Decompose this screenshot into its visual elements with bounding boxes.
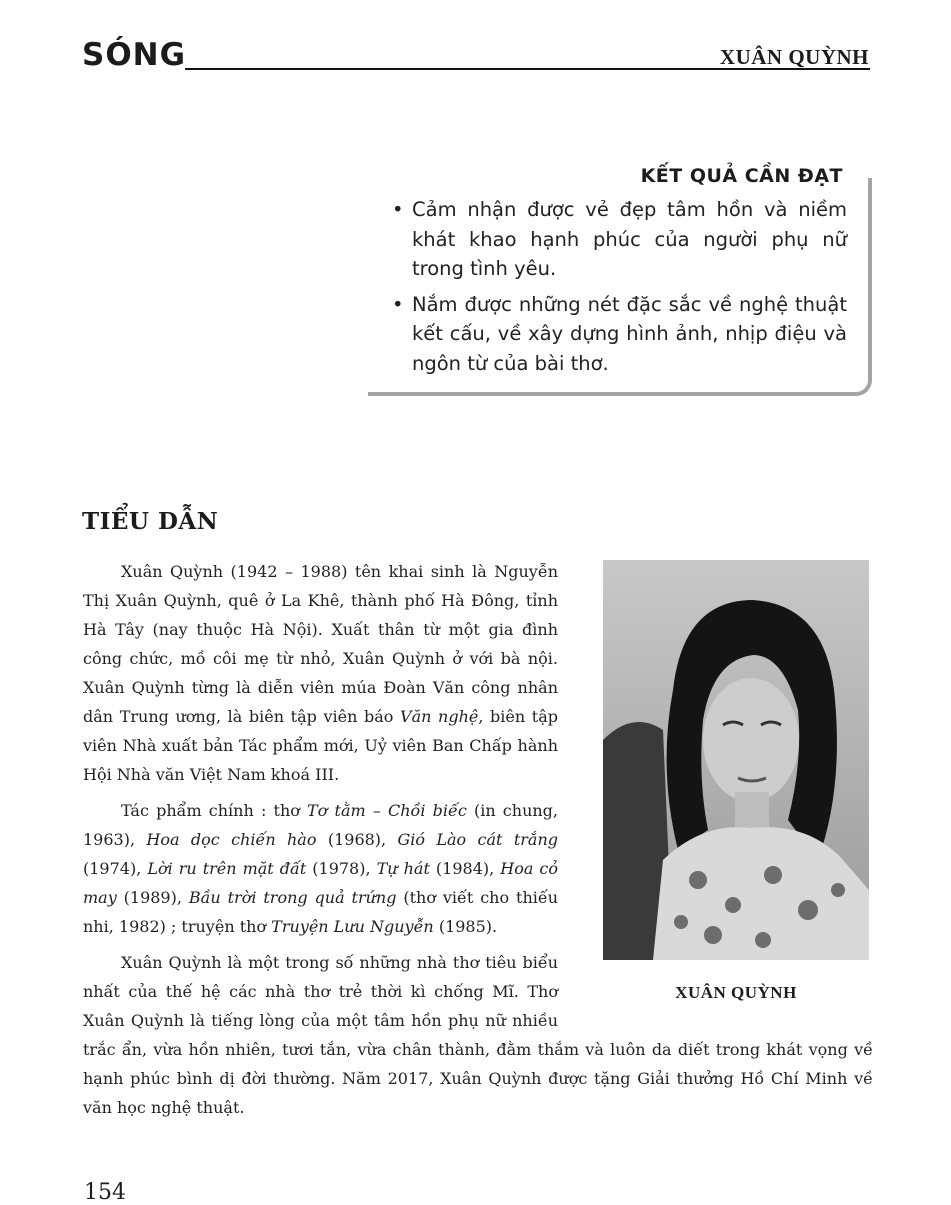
objective-text: Nắm được những nét đặc sắc về nghệ thuật kết cấu, về xây dựng hình ảnh, nhịp điệu và ngôn từ của bài thơ. [412, 292, 847, 375]
bullet-icon: • [392, 198, 404, 221]
p2-work: Hoa cỏ may [83, 859, 558, 907]
objective-text: Cảm nhận được vẻ đẹp tâm hồn và niềm khát khao hạnh phúc của người phụ nữ trong tình yêu. [412, 198, 847, 280]
paragraph-1-end: , biên tập viên Nhà xuất bản Tác phẩm mới, Uỷ viên Ban Chấp hành Hội Nhà văn Việt Nam khoá III. [83, 707, 559, 784]
p2-text: (1978), [306, 859, 377, 878]
p2-work: Tơ tằm – Chồi biếc [307, 801, 467, 820]
p2-text: Tác phẩm chính : thơ [121, 801, 308, 820]
p2-text: (1985). [433, 917, 498, 936]
p2-text: (1984), [429, 859, 501, 878]
p2-text: (1974), [83, 859, 148, 878]
intro-heading: TIỂU DẪN [82, 508, 219, 535]
p2-text: (thơ viết cho thiếu nhi, 1982) ; truyện thơ [83, 888, 559, 936]
bullet-icon: • [392, 292, 404, 316]
objectives-title: KẾT QUẢ CẦN ĐẠT [640, 165, 843, 187]
paragraph-3: Xuân Quỳnh là một trong số những nhà thơ tiêu biểu nhất của thế hệ các nhà thơ trẻ thời kì chống Mĩ. Thơ Xuân Quỳnh là tiếng lòng của một tâm hồn phụ nữ nhiều trắc ẩn, vừa hồn nhiên, tươi tắn, vừa chân thành, đằm thắm và luôn da diết trong khát vọng về hạnh phúc bình dị đời thường. Năm 2017, Xuân Quỳnh được tặng Giải thưởng Hồ Chí Minh về văn học nghệ thuật. [83, 953, 873, 1117]
portrait-drawing [603, 560, 869, 960]
p2-work: Gió Lào cát trắng [397, 830, 559, 849]
objective-item [392, 290, 847, 379]
p2-work: Truyện Lưu Nguyễn [271, 917, 434, 936]
objectives-list [392, 195, 847, 384]
paragraph-1-text: Xuân Quỳnh (1942 – 1988) tên khai sinh là Nguyễn Thị Xuân Quỳnh, quê ở La Khê, thành phố Hà Đông, tỉnh Hà Tây (nay thuộc Hà Nội). Xuất thân từ một gia đình công chức, mồ côi mẹ từ nhỏ, Xuân Quỳnh ở với bà nội. Xuân Quỳnh từng là diễn viên múa Đoàn Văn công nhân dân Trung ương, là biên tập viên báo [83, 562, 558, 726]
p2-work: Hoa dọc chiến hào [146, 830, 317, 849]
page-number: 154 [84, 1180, 126, 1205]
p2-text: (1968), [316, 830, 398, 849]
photo-caption: XUÂN QUỲNH [675, 983, 797, 1002]
p2-text: (in chung, 1963), [83, 801, 559, 849]
p2-work: Lời ru trên mặt đất [147, 859, 307, 878]
p2-text: (1989), [116, 888, 189, 907]
author-header: XUÂN QUỲNH [719, 45, 869, 69]
paragraph-1-italic: Văn nghệ [400, 707, 479, 726]
objective-item [392, 195, 847, 284]
p2-work: Tự hát [376, 859, 430, 878]
p2-work: Bầu trời trong quả trứng [188, 888, 397, 907]
author-portrait-image [603, 560, 869, 960]
section-title-header: SÓNG [82, 37, 187, 73]
